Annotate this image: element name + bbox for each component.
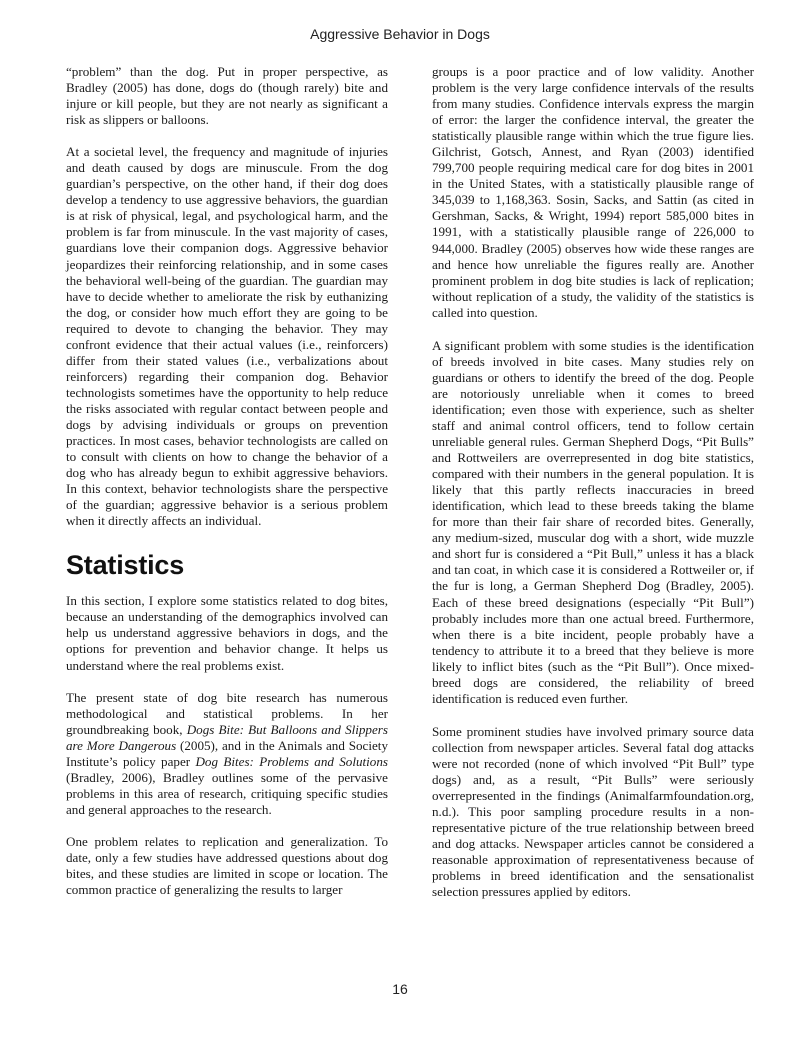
paragraph: “problem” than the dog. Put in proper perspective, as Bradley (2005) has done, dogs do (though rarely) bite and injure or kill people, but they are not nearly as significant a risk as slippers or balloons. — [66, 64, 388, 128]
paragraph — [66, 690, 388, 818]
left-column — [66, 64, 388, 898]
paragraph-text: (Bradley, 2006), Bradley outlines some of the pervasive problems in this area of research, critiquing specific studies and general approaches to the research. — [66, 769, 388, 817]
running-header: Aggressive Behavior in Dogs — [310, 26, 490, 42]
paragraph: A significant problem with some studies is the identification of breeds involved in bite cases. Many studies rely on guardians or others to identify the breed of the dog. People are notoriously unreliable when it comes to breed identification; even those with experience, such as shelter staff and animal control officers, tend to follow certain unreliable general rules. German Shepherd Dogs, “Pit Bulls” and Rottweilers are overrepresented in dog bite statistics, compared with their numbers in the general population. It is likely that this partly reflects inaccuracies in breed identification, which lead to these breeds taking the blame for more than their fair share of recorded bites. Generally, any medium-sized, muscular dog with a short, wide muzzle and short fur is considered a “Pit Bull,” unless it has a black and tan coat, in which case it is considered a Rottweiler or, if the fur is long, a German Shepherd Dog (Bradley, 2005). Each of these breed designations (especially “Pit Bull”) probably includes more than one actual breed. Furthermore, when there is a bite incident, people probably have a tendency to attribute it to a breed that they believe is more likely to inflict bites (such as the “Pit Bull”). Once mixed-breed dogs are considered, the reliability of breed identification is reduced even further. — [432, 337, 754, 706]
page-number: 16 — [392, 981, 408, 997]
paragraph: Some prominent studies have involved primary source data collection from newspaper articles. Several fatal dog attacks were not recorded (none of which involved “Pit Bull” type dogs) and, as a result, “Pit Bulls” were seriously overrepresented in the findings (Animalfarmfoundation.org, n.d.). This poor sampling procedure results in a non-representative picture of the true relationship between breed and dog attacks. Newspaper articles cannot be considered a reasonable approximation of representativeness because of problems in breed identification and the sensationalist selection pressures applied by editors. — [432, 723, 754, 900]
right-column — [432, 64, 754, 900]
paragraph: groups is a poor practice and of low validity. Another problem is the very large confidence intervals of the results from many studies. Confidence intervals express the margin of error: the larger the confidence interval, the greater the statistically plausible range within which the true figure lies. Gilchrist, Gotsch, Annest, and Ryan (2003) identified 799,700 people requiring medical care for dog bites in 2001 in the United States, with a statistically plausible range of 345,039 to 1,168,363. Sosin, Sacks, and Sattin (as cited in Gershman, Sacks, & Wright, 1994) report 585,000 bites in 1991, with a statistically plausible range of 226,000 to 944,000. Bradley (2005) observes how wide these ranges are and hence how unreliable the figures really are. Another prominent problem in dog bite studies is lack of replication; without replication of a study, the validity of the statistics is called into question. — [432, 64, 754, 320]
paragraph: In this section, I explore some statistics related to dog bites, because an understanding of the demographics involved can help us understand aggressive behaviors in dogs, and the options for prevention and behavior change. It helps us understand where the real problems exist. — [66, 593, 388, 673]
book-title: Dogs Bite: But Balloons and Slippers are More Dangerous — [66, 721, 388, 753]
paragraph-text: (2005), and in the Animals and Society Institute’s policy paper — [66, 737, 388, 769]
paper-title: Dog Bites: Problems and Solutions — [195, 753, 388, 769]
section-heading: Statistics — [66, 550, 185, 581]
paragraph: One problem relates to replication and generalization. To date, only a few studies have addressed questions about dog bites, and these studies are limited in scope or location. The common practice of generalizing the results to larger — [66, 833, 388, 898]
paragraph-text: The present state of dog bite research has numerous methodological and statistical problems. In her groundbreaking book, — [66, 689, 388, 737]
paragraph: At a societal level, the frequency and magnitude of injuries and death caused by dogs are minuscule. From the dog guardian’s perspective, on the other hand, if their dog does develop a tendency to use aggressive behaviors, the guardian is at risk of physical, legal, and psychological harm, and the problem is far from minuscule. In the vast majority of cases, guardians love their companion dogs. Aggressive behavior jeopardizes their reinforcing relationship, and in some cases the behavioral well-being of the guardian. The guardian may have to decide whether to ameliorate the risk by euthanizing the dog, or consider how much effort they are going to be required to devote to changing the behavior. They may confront evidence that their actual values (i.e., reinforcers) differ from their stated values (i.e., verbalizations about reinforcers) regarding their companion dog. Behavior technologists sometimes have the opportunity to help reduce the risks associated with regular contact between people and dogs by advising individuals or groups on prevention practices. In most cases, behavior technologists are called on to consult with clients on how to change the behavior of a dog who has already begun to exhibit aggressive behaviors. In this context, behavior technologists share the perspective of the guardian; aggressive behavior is a serious problem when it directly affects an individual. — [66, 144, 388, 529]
